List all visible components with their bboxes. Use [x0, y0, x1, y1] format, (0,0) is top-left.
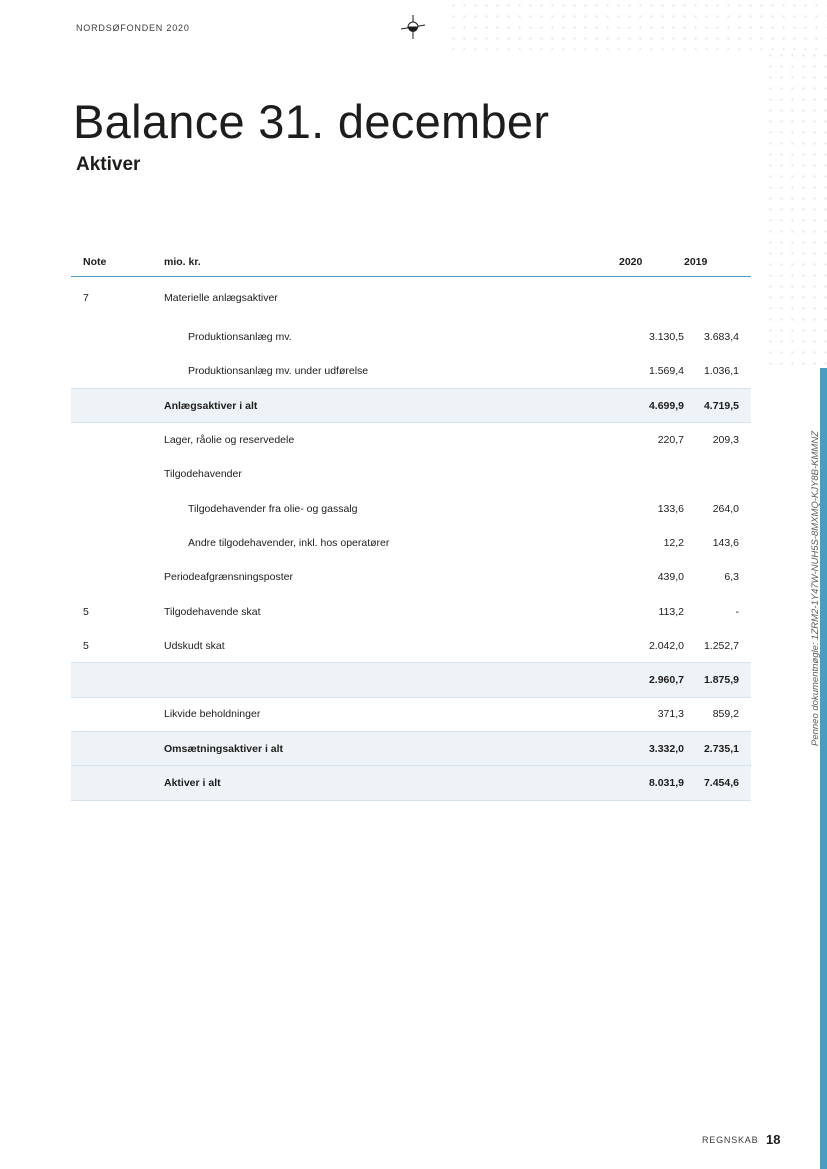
table-row: [71, 663, 751, 697]
row-value-2019: 3.683,4: [703, 331, 739, 344]
table-header-row: [71, 248, 751, 276]
dot-pattern-right: [765, 50, 827, 370]
table-row: [71, 629, 751, 663]
table-row: [71, 389, 751, 423]
row-label: Aktiver i alt: [164, 766, 619, 800]
header-2020: 2020: [619, 248, 684, 276]
table-row: [71, 732, 751, 766]
row-note: [71, 389, 164, 423]
row-note: [71, 423, 164, 457]
row-note: [71, 320, 164, 354]
row-label: Anlægsaktiver i alt: [164, 389, 619, 423]
row-label: Produktionsanlæg mv. under udførelse: [188, 365, 369, 378]
row-note: [71, 354, 164, 388]
table-row: [71, 697, 751, 731]
row-label: Tilgodehavende skat: [164, 605, 261, 618]
row-label: Lager, råolie og reservedele: [164, 434, 295, 447]
row-value-2019: [684, 276, 751, 320]
row-value-2019: 4.719,5: [684, 389, 751, 423]
page-subtitle: Aktiver: [76, 154, 141, 175]
row-value-2020: 113,2: [658, 605, 684, 618]
row-value-2019: 209,3: [712, 434, 739, 447]
row-value-2020: 371,3: [657, 708, 684, 721]
row-value-2020: 2.960,7: [619, 663, 684, 697]
row-label: [164, 663, 619, 697]
row-value-2019: 1.875,9: [684, 663, 751, 697]
penneo-document-key: Penneo dokumentnøgle: 1ZRM2-1Y47W-NUH5S-8MXMQ-KJY8B-KMMNZ: [810, 430, 821, 746]
row-value-2019: -: [735, 605, 739, 618]
row-label: Omsætningsaktiver i alt: [164, 732, 619, 766]
table-row: [71, 594, 751, 628]
table-row: [71, 354, 751, 388]
row-value-2019: 264,0: [712, 502, 739, 515]
row-value-2019: 1.036,1: [703, 365, 739, 378]
row-value-2019: 859,2: [712, 708, 739, 721]
table-row: [71, 423, 751, 457]
row-value-2020: 2.042,0: [648, 639, 684, 652]
row-value-2019: 1.252,7: [703, 639, 739, 652]
compass-logo-icon: [400, 14, 426, 40]
table-row: [71, 320, 751, 354]
row-value-2019: 143,6: [712, 536, 739, 549]
row-note: 7: [83, 292, 89, 305]
row-label: Periodeafgrænsningsposter: [164, 571, 293, 584]
table-row: [71, 526, 751, 560]
row-value-2020: 8.031,9: [619, 766, 684, 800]
header-note: Note: [71, 248, 164, 276]
row-value-2019: 6,3: [724, 571, 739, 584]
header-2019: 2019: [684, 248, 751, 276]
table-row: [71, 457, 751, 491]
row-label: Tilgodehavender fra olie- og gassalg: [188, 502, 358, 515]
row-note: 5: [83, 605, 89, 618]
row-note: [71, 663, 164, 697]
row-note: 5: [83, 639, 89, 652]
row-note: [71, 491, 164, 525]
table-row: [71, 560, 751, 594]
accent-side-bar: [820, 368, 827, 1169]
row-value-2019: [684, 457, 751, 491]
row-label: Udskudt skat: [164, 639, 225, 652]
row-value-2020: [619, 457, 684, 491]
row-value-2020: 220,7: [657, 434, 684, 447]
dot-pattern-top: [448, 0, 827, 50]
row-value-2020: 4.699,9: [619, 389, 684, 423]
page-number: 18: [766, 1132, 781, 1147]
table-row: [71, 276, 751, 320]
header-label: NORDSØFONDEN 2020: [76, 23, 190, 33]
header-label-col: mio. kr.: [164, 248, 619, 276]
row-value-2020: 439,0: [657, 571, 684, 584]
row-note: [71, 697, 164, 731]
balance-table: [71, 248, 751, 801]
row-value-2020: 12,2: [663, 536, 684, 549]
row-value-2020: 1.569,4: [648, 365, 684, 378]
row-note: [71, 560, 164, 594]
row-note: [71, 732, 164, 766]
footer-section: REGNSKAB: [702, 1135, 759, 1145]
row-note: [71, 766, 164, 800]
row-label: Andre tilgodehavender, inkl. hos operatører: [188, 536, 390, 549]
row-label: Produktionsanlæg mv.: [188, 331, 292, 344]
row-note: [71, 457, 164, 491]
row-value-2020: 133,6: [657, 502, 684, 515]
row-label: Tilgodehavender: [164, 468, 242, 481]
page-title: Balance 31. december: [73, 95, 550, 148]
row-label: Materielle anlægsaktiver: [164, 292, 278, 305]
row-value-2020: 3.130,5: [648, 331, 684, 344]
row-value-2019: 7.454,6: [684, 766, 751, 800]
row-note: [71, 526, 164, 560]
row-value-2019: 2.735,1: [684, 732, 751, 766]
table-row: [71, 491, 751, 525]
table-row: [71, 766, 751, 800]
row-value-2020: [619, 276, 684, 320]
row-label: Likvide beholdninger: [164, 708, 261, 721]
row-value-2020: 3.332,0: [619, 732, 684, 766]
